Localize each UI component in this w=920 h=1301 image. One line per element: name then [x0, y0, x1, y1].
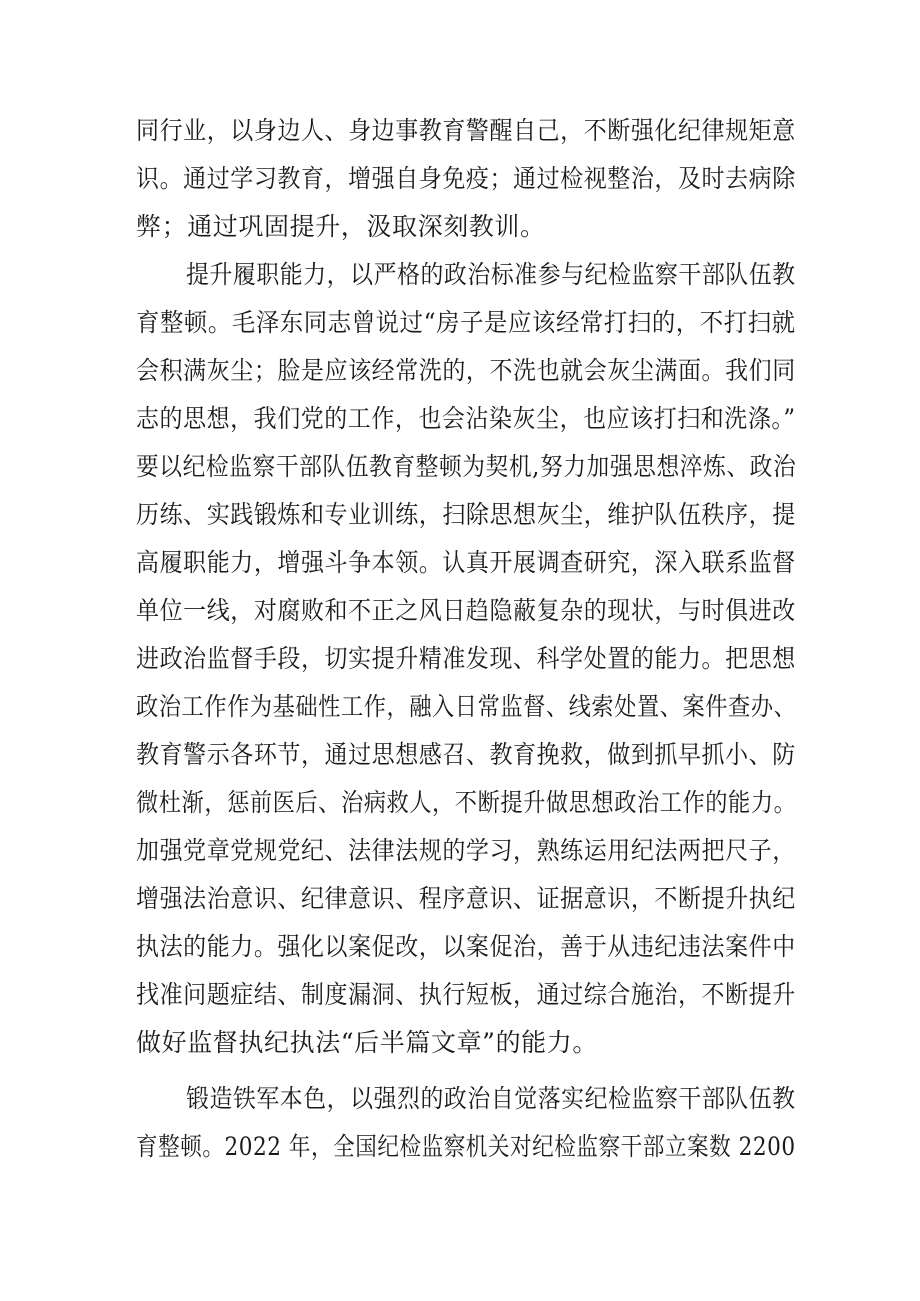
text-line: 高履职能力，增强斗争本领。认真开展调查研究，深入联系监督: [136, 548, 796, 577]
text-line: 育整顿。2022 年，全国纪检监察机关对纪检监察干部立案数 2200: [136, 1132, 796, 1161]
text-line: 执法的能力。强化以案促改，以案促治，善于从违纪违法案件中: [136, 932, 796, 961]
text-line: 同行业，以身边人、身边事教育警醒自己，不断强化纪律规矩意: [136, 116, 796, 145]
text-line: 要以纪检监察干部队伍教育整顿为契机,努力加强思想淬炼、政治: [136, 452, 797, 481]
text-line: 加强党章党规党纪、法律法规的学习，熟练运用纪法两把尺子，: [136, 836, 796, 865]
text-line: 弊；通过巩固提升，汲取深刻教训。: [136, 212, 546, 241]
text-line: 单位一线，对腐败和不正之风日趋隐蔽复杂的现状，与时俱进改: [136, 596, 796, 625]
text-line: 找准问题症结、制度漏洞、执行短板，通过综合施治，不断提升: [136, 980, 796, 1009]
text-line: 会积满灰尘；脸是应该经常洗的，不洗也就会灰尘满面。我们同: [136, 356, 796, 385]
text-line: 做好监督执纪执法“后半篇文章”的能力。: [136, 1028, 598, 1057]
text-line: 志的思想，我们党的工作，也会沾染灰尘，也应该打扫和洗涤。”: [136, 404, 796, 433]
text-line: 进政治监督手段，切实提升精准发现、科学处置的能力。把思想: [136, 644, 796, 673]
text-line: 历练、实践锻炼和专业训练，扫除思想灰尘，维护队伍秩序，提: [136, 500, 796, 529]
text-line: 政治工作作为基础性工作，融入日常监督、线索处置、案件查办、: [136, 692, 797, 721]
text-line: 育整顿。毛泽东同志曾说过“房子是应该经常打扫的，不打扫就: [136, 308, 796, 337]
text-line: 微杜渐，惩前医后、治病救人，不断提升做思想政治工作的能力。: [136, 788, 797, 817]
text-line: 识。通过学习教育，增强自身免疫；通过检视整治，及时去病除: [136, 164, 796, 193]
paragraph-start-line: 提升履职能力，以严格的政治标准参与纪检监察干部队伍教: [186, 260, 796, 289]
text-line: 教育警示各环节，通过思想感召、教育挽救，做到抓早抓小、防: [136, 740, 796, 769]
paragraph-start-line: 锻造铁军本色，以强烈的政治自觉落实纪检监察干部队伍教: [186, 1084, 796, 1113]
text-line: 增强法治意识、纪律意识、程序意识、证据意识，不断提升执纪: [136, 884, 796, 913]
